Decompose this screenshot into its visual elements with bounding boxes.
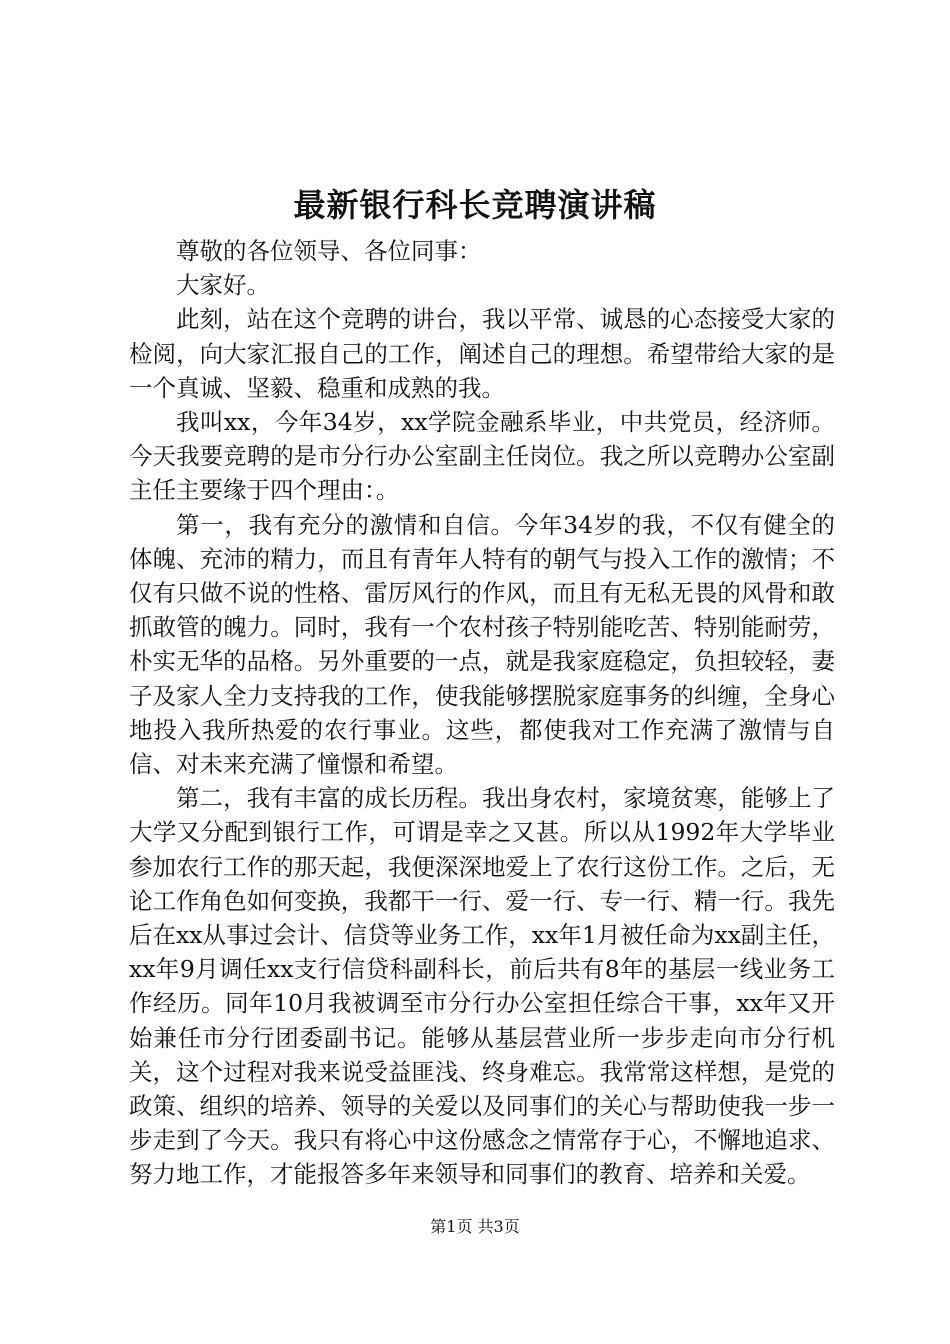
paragraph-reason-one: 第一，我有充分的激情和自信。今年34岁的我，不仅有健全的体魄、充沛的精力，而且有青年人特有的朝气与投入工作的激情；不仅有只做不说的性格、雷厉风行的作风，而且有无私无畏的风骨和敢抓敢管的魄力。同时，我有一个农村孩子特别能吃苦、特别能耐劳，朴实无华的品格。另外重要的一点，就是我家庭稳定，负担较轻，妻子及家人全力支持我的工作，使我能够摆脱家庭事务的纠缠，全身心地投入我所热爱的农行事业。这些，都使我对工作充满了激情与自信、对未来充满了憧憬和希望。 bbox=[129, 510, 835, 779]
paragraph-self-introduction: 我叫xx，今年34岁，xx学院金融系毕业，中共党员，经济师。今天我要竞聘的是市分行办公室副主任岗位。我之所以竞聘办公室副主任主要缘于四个理由：。 bbox=[129, 408, 835, 505]
page-number-footer: 第1页 共3页 bbox=[430, 1217, 520, 1236]
salutation: 尊敬的各位领导、各位同事： bbox=[176, 237, 482, 265]
paragraph-reason-two: 第二，我有丰富的成长历程。我出身农村，家境贫寒，能够上了大学又分配到银行工作，可谓是幸之又甚。所以从1992年大学毕业参加农行工作的那天起，我便深深地爱上了农行这份工作。之后，无论工作角色如何变换，我都干一行、爱一行、专一行、精一行。我先后在xx从事过会计、信贷等业务工作，xx年1月被任命为xx副主任，xx年9月调任xx支行信贷科副科长，前后共有8年的基层一线业务工作经历。同年10月我被调至市分行办公室担任综合干事，xx年又开始兼任市分行团委副书记。能够从基层营业所一步步走向市分行机关，这个过程对我来说受益匪浅、终身难忘。我常常这样想，是党的政策、组织的培养、领导的关爱以及同事们的关心与帮助使我一步一步走到了今天。我只有将心中这份感念之情常存于心，不懈地追求、努力地工作，才能报答多年来领导和同事们的教育、培养和关爱。 bbox=[129, 784, 835, 1189]
greeting: 大家好。 bbox=[176, 271, 270, 300]
paragraph-intro: 此刻，站在这个竞聘的讲台，我以平常、诚恳的心态接受大家的检阅，向大家汇报自己的工作，阐述自己的理想。希望带给大家的是一个真诚、坚毅、稳重和成熟的我。 bbox=[129, 305, 835, 402]
document-body bbox=[129, 234, 835, 1192]
document-title: 最新银行科长竞聘演讲稿 bbox=[293, 186, 657, 224]
